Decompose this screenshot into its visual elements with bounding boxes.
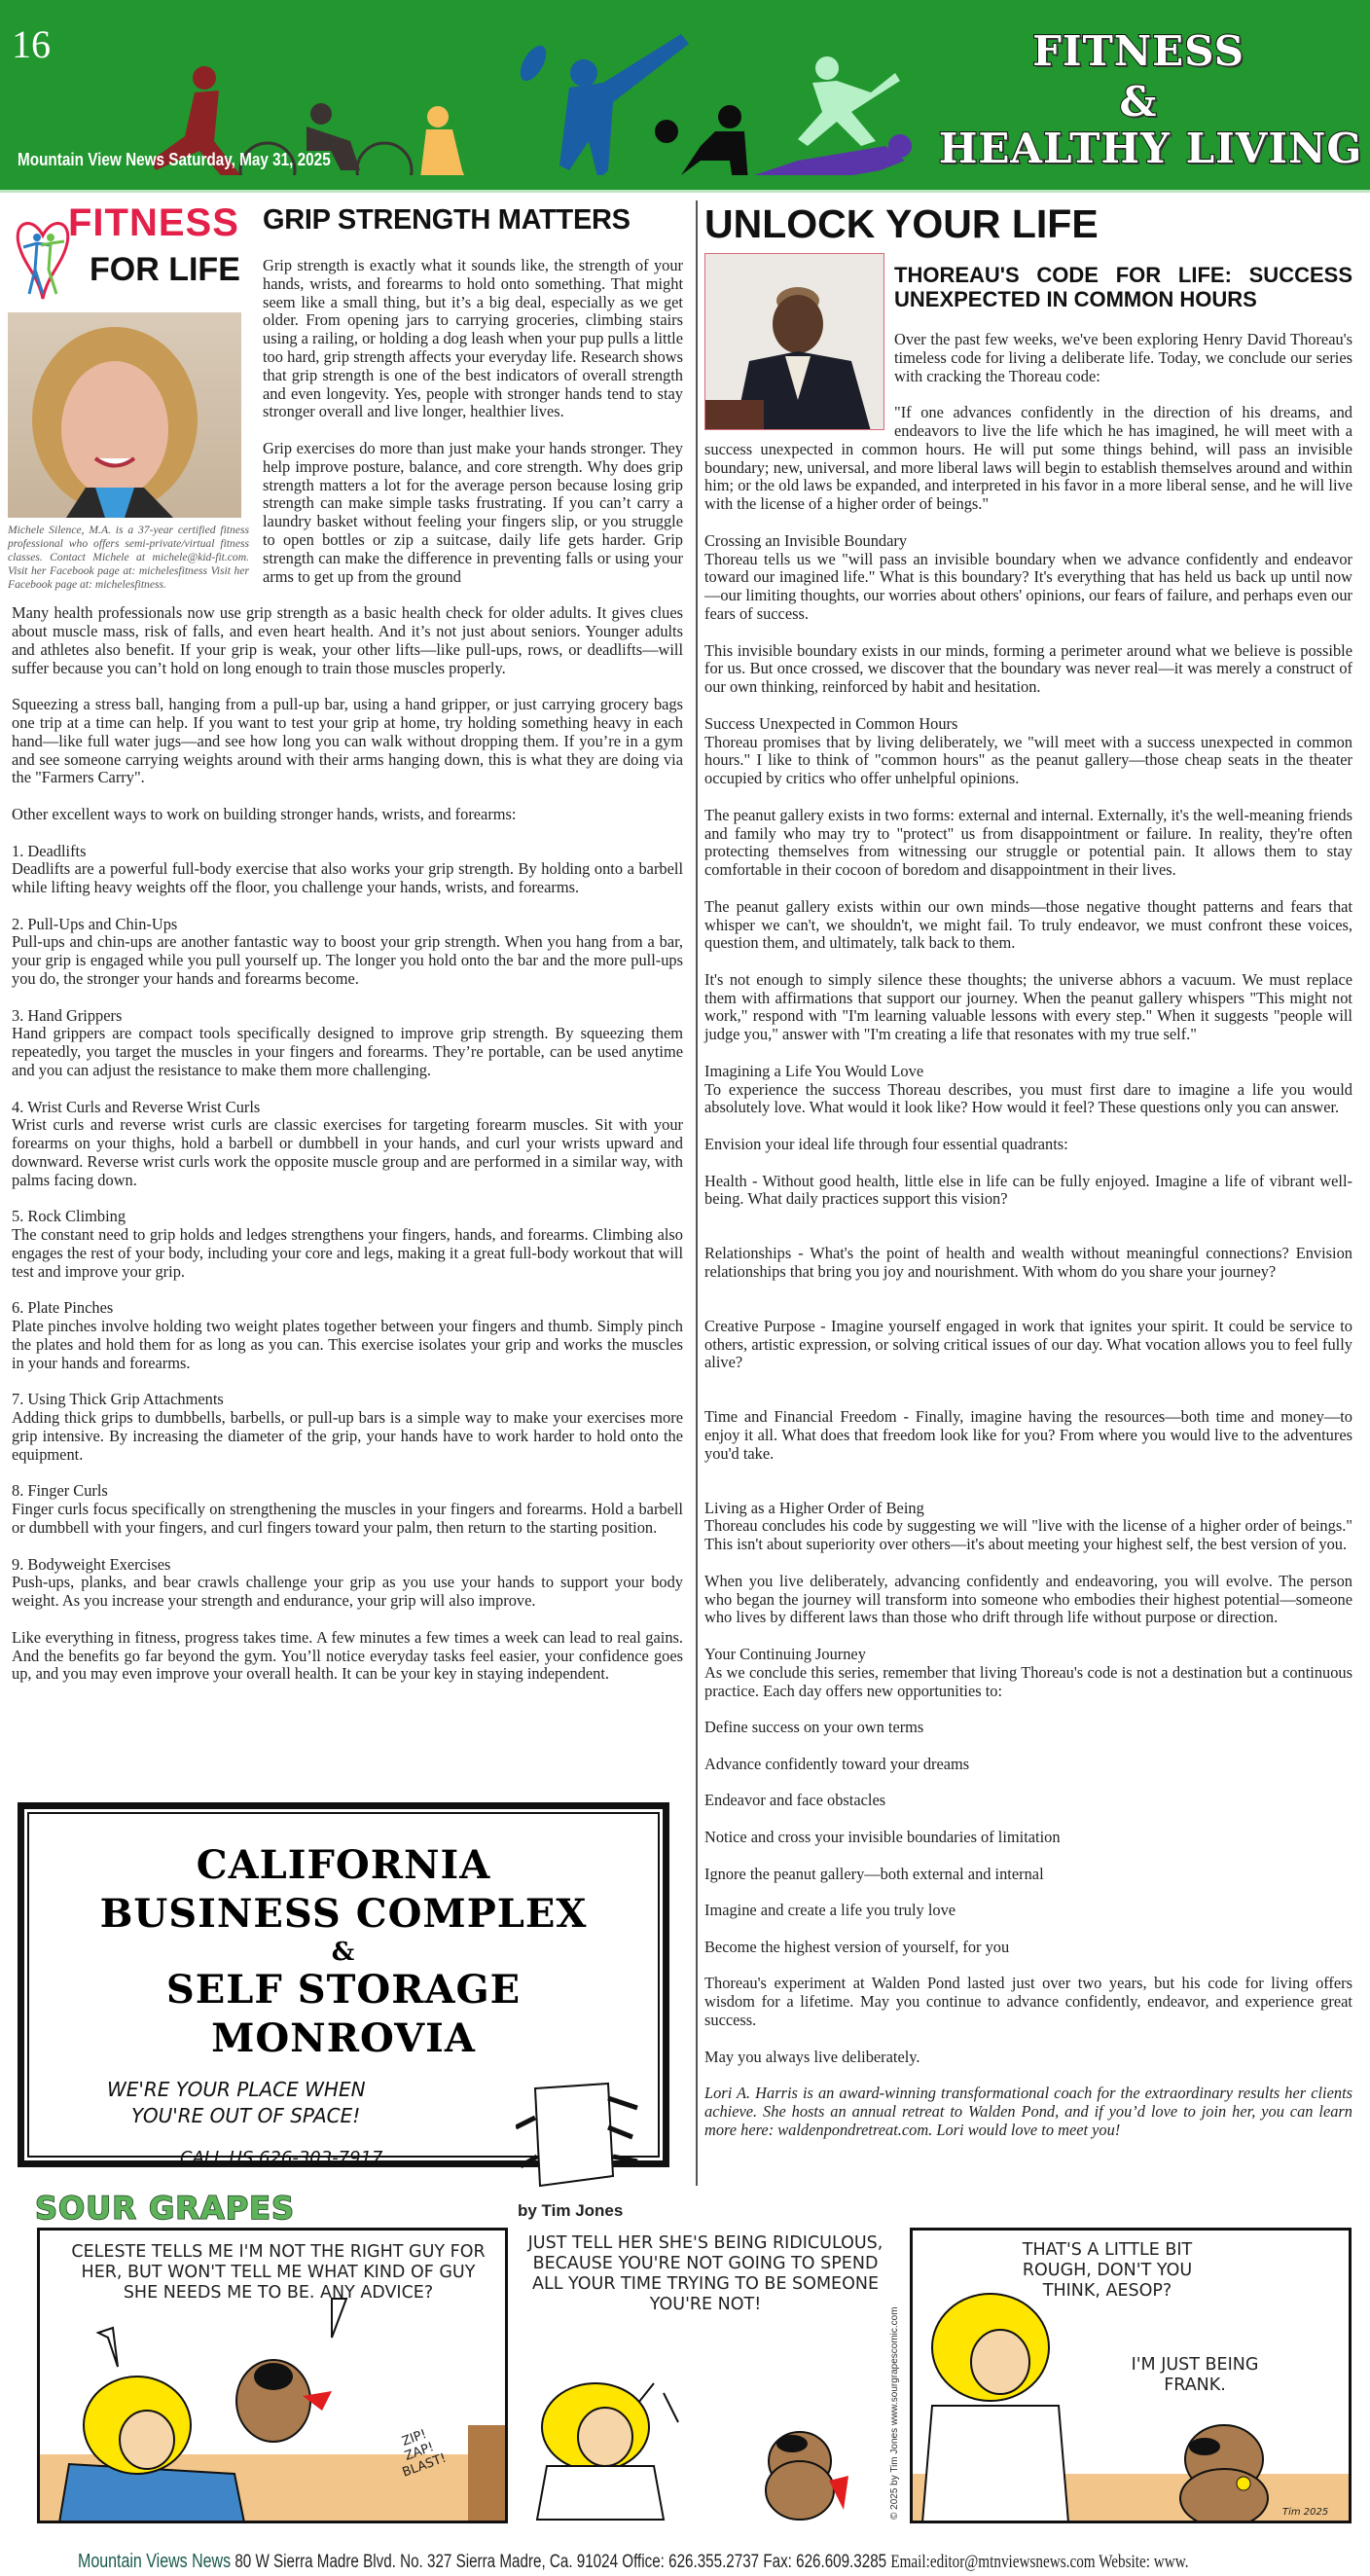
section-body: Thoreau promises that by living deliberately, we "will meet with a success unexpected in common hours." I like to think of "common hours" as the peanut gallery—those cheap seats in the theater occupied by critics who offer unhelpful opinions. — [704, 732, 1352, 788]
dateline: Mountain View News Saturday, May 31, 2025 — [18, 150, 331, 169]
practice-item: Become the highest version of yourself, for you — [704, 1937, 1010, 1956]
article-title: GRIP STRENGTH MATTERS — [263, 204, 631, 236]
author-photo — [704, 253, 884, 430]
section-heading: Crossing an Invisible Boundary — [704, 530, 908, 550]
ad-ampersand: & — [331, 1938, 356, 1967]
grip-strength-article — [8, 200, 683, 1702]
practice-item: Notice and cross your invisible boundaries of limitation — [704, 1827, 1061, 1846]
author-sidebar — [8, 200, 249, 591]
storage-door-illustration — [516, 2079, 642, 2195]
author-portrait-image — [8, 312, 241, 518]
author-photo — [8, 312, 241, 518]
section-body: Thoreau concludes his code by suggesting we will "live with the license of a higher order of beings." This isn't about superiority over others—it's about meeting your highest self, the best version of you. — [704, 1516, 1352, 1554]
comic-panel-1 — [37, 2228, 508, 2523]
comic-panel-3 — [910, 2228, 1352, 2523]
unlock-your-life-article — [704, 200, 1352, 2158]
logo-text-fitness: FITNESS — [68, 201, 239, 244]
practice-item: Endeavor and face obstacles — [704, 1791, 886, 1810]
paragraph: Squeezing a stress ball, hanging from a pull-up bar, using a hand gripper, or just carrying grocery bags one trip at a time can help. If you want to test your grip at home, try holding something heavy in each hand—like full water jugs—and see how long you can walk without dropping them. If you’re in a gym and see someone carrying weights around with their arms hanging down, this is what they are doing via the "Farmers Carry". — [12, 695, 683, 787]
exercise-title: 8. Finger Curls — [12, 1481, 108, 1501]
ad-line-monrovia: MONROVIA — [211, 2015, 476, 2061]
section-body: To experience the success Thoreau describes, you must first dare to imagine a life you would absolutely love. What would it look like? How would it feel? These questions only you can answer. — [704, 1079, 1352, 1117]
exercise-body: Hand grippers are compact tools specifically designed to improve grip strength. By squeezing them repeatedly, you target the muscles in your fingers and forearms. They’re portable, can be used anytime and you can adjust the resistance to make them more challenging. — [12, 1024, 683, 1080]
section-heading: Living as a Higher Order of Being — [704, 1498, 924, 1517]
sound-effect: ZIP! ZAP! BLAST! — [400, 2426, 449, 2481]
paragraph: The peanut gallery exists in two forms: external and internal. Externally, it's the well-meaning friends and family who may try to "protect" us from disappointment or failure. In reality, they're often protecting themselves from witnessing our struggle or potential pain. It allows them to stay comfortable in their cocoon of boredom and disappointment in their lives. — [704, 805, 1352, 880]
exercise-body: The constant need to grip holds and ledges strengthens your fingers, hands, and forearms. Climbing also engages the rest of your body, including your core and legs, making it a great full-body workout that will test and improve your grip. — [12, 1225, 683, 1281]
ad-line-california: CALIFORNIA — [196, 1842, 491, 1888]
section-title-healthy-living: HEALTHY LIVING — [938, 125, 1363, 172]
exercise-item — [12, 1299, 683, 1372]
author-bio: Lori A. Harris is an award-winning transformational coach for the extraordinary results her clients achieve. She hosts an annual retreat to Walden Pond, and if you’d love to join her, you can learn more here: waldenpondretreat.com. Lori would love to meet you! — [704, 2084, 1352, 2139]
comic-title: SOUR GRAPES — [35, 2190, 296, 2227]
quadrant-time-financial-freedom: Time and Financial Freedom - Finally, imagine having the resources—both time and money—to enjoy it all. What does that freedom look like for you? From where you would live to the adventures you'd take. — [704, 1407, 1352, 1463]
logo-text-for-life: FOR LIFE — [90, 251, 240, 288]
speech-bubble: I'M JUST BEING FRANK. — [1131, 2355, 1259, 2395]
exercise-body: Adding thick grips to dumbbells, barbells, or pull-up bars is a simple way to make your exercises more grip intensive. By increasing the diameter of the grip, your hands have to work harder to hold onto the equipment. — [12, 1408, 683, 1464]
section-body: Thoreau tells us we "will pass an invisible boundary when we advance confidently and endeavor toward our imagined life." What is this boundary? It's everything that has held us back up until now—our limiting thoughts, our worries about others' opinions, our fears of failure, and perhaps even our fears of success. — [704, 549, 1352, 623]
practice-item: Advance confidently toward your dreams — [704, 1754, 970, 1773]
paragraph: Other excellent ways to work on building stronger hands, wrists, and forearms: — [12, 804, 517, 823]
ad-line-self-storage: SELF STORAGE — [165, 1967, 522, 2013]
footer-brand: Mountain Views News — [78, 2551, 232, 2572]
paragraph: Envision your ideal life through four essential quadrants: — [704, 1135, 1068, 1154]
exercise-body: Finger curls focus specifically on strengthening the muscles in your fingers and forearms. Hold a barbell or dumbbell with your fingers, and curl fingers toward your palm, then return to the starting position. — [12, 1500, 683, 1537]
exercise-title: 1. Deadlifts — [12, 841, 87, 860]
exercise-body: Wrist curls and reverse wrist curls are classic exercises for targeting forearm muscles. Sit with your forearms on your thighs, hold a barbell or dumbbell in your hands, and curl your wrists upward and downward. Reverse wrist curls work the opposite muscle group and are performed in a similar way, with palms facing down. — [12, 1115, 683, 1189]
practice-item: Define success on your own terms — [704, 1718, 924, 1737]
footer-contact: Email:editor@mtnviewsnews.com Website: www. — [890, 2552, 1189, 2572]
paragraph: This invisible boundary exists in our minds, forming a perimeter around what we believe is possible for us. But once crossed, we discover that the boundary was never real—it was merely a construct of our own thinking, reinforced by habit and hesitation. — [704, 640, 1352, 697]
section-body: As we conclude this series, remember that living Thoreau's code is not a destination but a continuous practice. Each day offers new opportunities to: — [704, 1662, 1352, 1700]
exercise-title: 7. Using Thick Grip Attachments — [12, 1390, 224, 1409]
author-caption: Michele Silence, M.A. is a 37-year certified fitness professional who offers semi-private/virtual fitness classes. Contact Michele at michele@kid-fit.com. Visit her Facebook page at: michelesfitness Visit her Facebook page at: michelesfitness. — [8, 524, 249, 591]
comic-copyright: © 2025 by Tim Jones www.sourgrapescomic.com — [889, 2306, 900, 2520]
ad-line-business-complex: BUSINESS COMPLEX — [99, 1891, 588, 1937]
storage-advertisement — [18, 1802, 669, 2167]
exercise-body: Plate pinches involve holding two weight plates together between your fingers and thumb. Simply pinch the plates and hold them for as long as you can. This exercise isolates your grip and works the muscles in your hands and forearms. — [12, 1317, 683, 1372]
comic-panel-2 — [508, 2228, 905, 2523]
artist-signature: Tim 2025 — [1282, 2507, 1329, 2518]
section-title-fitness: FITNESS — [1032, 27, 1244, 75]
paragraph: When you live deliberately, advancing confidently and endeavoring, you will evolve. The person who began the journey will transform into someone who embodies their highest potential—someone who lives by different laws than those who drift through life without purpose or direction. — [704, 1571, 1352, 1627]
ad-phone: CALL US 626-303-7917 — [180, 2148, 383, 2168]
section-heading: Your Continuing Journey — [704, 1645, 866, 1663]
intro-paragraph: Over the past few weeks, we've been exploring Henry David Thoreau's timeless code for living a deliberate life. Today, we conclude our series with cracking the Thoreau code: — [894, 330, 1352, 385]
exercise-title: 5. Rock Climbing — [12, 1207, 126, 1226]
exercise-item — [12, 1099, 683, 1190]
column-divider — [696, 200, 698, 2186]
exercise-body: Pull-ups and chin-ups are another fantastic way to boost your grip strength. When you hang from a bar, your grip is engaged while you pull yourself up. The longer you hold onto the bar and the more pull-ups you do, the stronger your hands and forearms become. — [12, 932, 683, 989]
exercise-title: 3. Hand Grippers — [12, 1005, 123, 1025]
exercise-body: Deadlifts are a powerful full-body exercise that also works your grip strength. By holding onto a barbell while lifting heavy weights off the floor, you challenge your hands, wrists, and forearms. — [12, 859, 683, 897]
quadrant-relationships: Relationships - What's the point of health and wealth without meaningful connections? Envision relationships that bring you joy and nourishment. With whom do you share your journey? — [704, 1244, 1352, 1282]
ad-tagline-2: YOU'RE OUT OF SPACE! — [131, 2104, 361, 2127]
section-heading: Imagining a Life You Would Love — [704, 1061, 924, 1080]
heart-figures-icon — [14, 216, 72, 302]
quadrant-creative-purpose: Creative Purpose - Imagine yourself engaged in work that ignites your spirit. It could be service to others, artistic expression, or solving critical issues of our day. What vocation allows you to feel fully alive? — [704, 1316, 1352, 1372]
exercise-body: Push-ups, planks, and bear crawls challenge your grip as you use your hands to support your body weight. As you increase your strength and endurance, your grip will also improve. — [12, 1573, 683, 1611]
paragraph: Grip strength is exactly what it sounds like, the strength of your hands, wrists, and forearms to hold onto something. That might seem like a small thing, but it’s a big deal, especially as we get older. From opening jars to carrying groceries, climbing stairs using a railing, or holding a dog leash when your pup pulls a little too hard, grip strength affects your everyday life. Research shows that grip strength is one of the best indicators of overall strength and even longevity. Yes, people with stronger hands tend to stay stronger overall and live longer, healthier lives. — [263, 256, 683, 421]
closing-paragraph: Like everything in fitness, progress takes time. A few minutes a few times a week can lead to real gains. And the benefits go far beyond the gym. You’ll notice everyday tasks feel easier, your confidence goes up, and you may even improve your overall health. It can be your key in staying independent. — [12, 1627, 683, 1684]
exercise-item — [12, 1208, 683, 1281]
exercise-title: 2. Pull-Ups and Chin-Ups — [12, 914, 178, 933]
paragraph: Many health professionals now use grip strength as a basic health check for older adults. It gives clues about muscle mass, risk of falls, and even heart health. And it’s not just about seniors. Younger adults and athletes also benefit. If your grip is weak, your other lifts—like pull-ups, rows, or deadlifts—will suffer because you can’t hold on long enough to train those muscles properly. — [12, 603, 683, 677]
speech-bubble: THAT'S A LITTLE BIT ROUGH, DON'T YOU THINK, AESOP? — [1022, 2240, 1193, 2301]
author-portrait-image — [705, 254, 884, 430]
exercise-title: 4. Wrist Curls and Reverse Wrist Curls — [12, 1097, 261, 1116]
page-number: 16 — [12, 22, 51, 66]
page-footer — [78, 2551, 1189, 2573]
section-banner — [0, 0, 1370, 193]
exercise-item — [12, 1007, 683, 1080]
ad-tagline-1: WE'RE YOUR PLACE WHEN — [107, 2078, 366, 2101]
thoreau-quote: "If one advances confidently in the direction of his dreams, and endeavors to live the life which he has imagined, he will meet with a success unexpected in common hours. He will put some things behind, will pass an invisible boundary; new, universal, and more liberal laws will begin to establish themselves around and within him; or the old laws be expanded, and interpreted in his favor in a more liberal sense, and he will live with the license of a higher order of beings." — [704, 403, 1352, 514]
exercise-item — [12, 1556, 683, 1611]
exercise-item — [12, 1482, 683, 1537]
comic-byline: by Tim Jones — [518, 2201, 624, 2220]
paragraph: It's not enough to simply silence these thoughts; the universe abhors a vacuum. We must replace them with affirmations that support our journey. When the peanut gallery whispers "This might not work," respond with "I'm learning valuable lessons with every step." When it suggests "people will judge you," answer with "I'm creating a life that resonates with my true self." — [704, 969, 1352, 1044]
exercise-item — [12, 916, 683, 989]
paragraph: The peanut gallery exists within our own minds—those negative thought patterns and fears that whisper we can't, we shouldn't, we might fail. To truly endeavor, we must confront these voices, question them, and ultimately, talk back to them. — [704, 896, 1352, 953]
practice-item: Ignore the peanut gallery—both external and internal — [704, 1864, 1044, 1883]
section-heading: Success Unexpected in Common Hours — [704, 713, 958, 733]
closing-paragraph: Thoreau's experiment at Walden Pond lasted just over two years, but his code for living offers wisdom for a lifetime. May you continue to advance confidently, endeavor, and experience great success. — [704, 1974, 1352, 2029]
column-title: UNLOCK YOUR LIFE — [704, 201, 1099, 246]
practice-item: Imagine and create a life you truly love — [704, 1901, 956, 1920]
section-title-ampersand: & — [1119, 78, 1158, 126]
exercise-item — [12, 843, 683, 897]
paragraph: Grip exercises do more than just make your hands stronger. They help improve posture, balance, and core strength. Why does grip strength matters a lot for the average person because losing grip strength can make simple tasks frustrating. If you can’t carry a laundry basket without feeling your fingers slip, or you struggle to open bottles or zip a suitcase, daily life gets harder. Grip strength can make the difference in preventing falls or using your arms to get up from the ground — [263, 438, 683, 586]
article-headline: THOREAU'S CODE FOR LIFE: SUCCESS UNEXPECTED IN COMMON HOURS — [894, 263, 1352, 311]
fitness-for-life-logo — [8, 201, 249, 304]
exercise-title: 6. Plate Pinches — [12, 1298, 114, 1318]
exercise-title: 9. Bodyweight Exercises — [12, 1554, 171, 1574]
speech-bubble: CELESTE TELLS ME I'M NOT THE RIGHT GUY FOR HER, BUT WON'T TELL ME WHAT KIND OF GUY SHE NEEDS ME TO BE. ANY ADVICE? — [71, 2242, 486, 2303]
footer-address: 80 W Sierra Madre Blvd. No. 327 Sierra Madre, Ca. 91024 Office: 626.355.2737 Fax: 626.609.3285 — [234, 2552, 887, 2572]
signoff: May you always live deliberately. — [704, 2047, 920, 2066]
speech-bubble: JUST TELL HER SHE'S BEING RIDICULOUS, BECAUSE YOU'RE NOT GOING TO SPEND ALL YOUR TIME TRYING TO BE SOMEONE YOU'RE NOT! — [527, 2233, 883, 2314]
exercise-item — [12, 1391, 683, 1464]
quadrant-health: Health - Without good health, little else in life can be fully enjoyed. Imagine a life of vibrant well-being. What daily practices support this vision? — [704, 1171, 1352, 1209]
